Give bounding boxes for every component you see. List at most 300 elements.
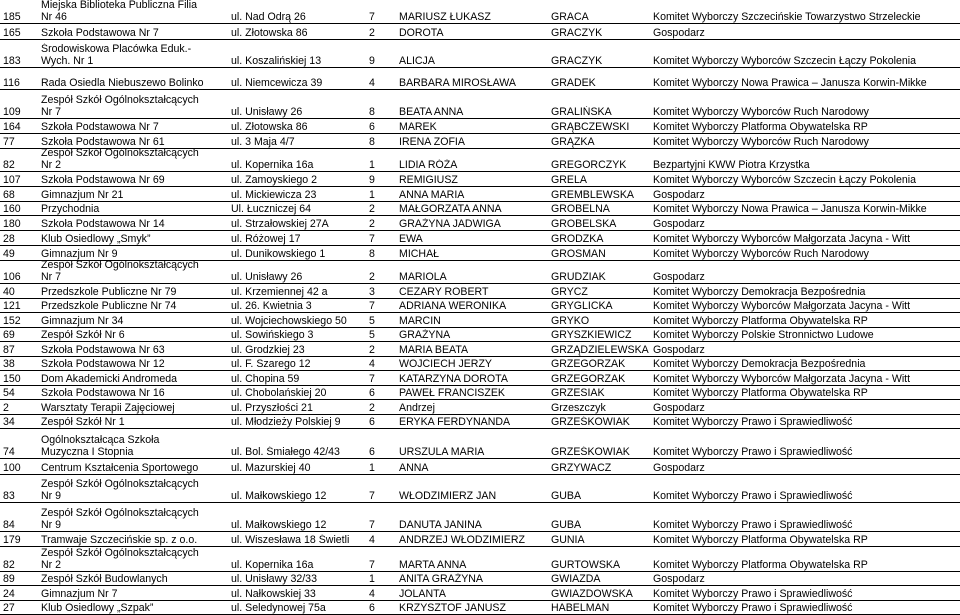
- table-row: [0, 342, 960, 357]
- first-names: MARIUSZ ŁUKASZ: [399, 11, 491, 23]
- polling-place-line: Zespół Szkół Ogólnokształcących: [41, 547, 199, 559]
- table-row: [0, 172, 960, 187]
- district-number: 100: [3, 462, 21, 474]
- district-number: 107: [3, 174, 21, 186]
- surname: GRADEK: [551, 77, 596, 89]
- polling-place-line: Nr 46: [41, 11, 67, 23]
- polling-place: [41, 218, 231, 230]
- address: ul. Kopernika 16a: [231, 559, 314, 571]
- address: ul. Krzemiennej 42 a: [231, 286, 328, 298]
- list-position: 2: [369, 402, 375, 414]
- first-names: PAWEŁ FRANCISZEK: [399, 387, 505, 399]
- first-names: ERYKA FERDYNANDA: [399, 416, 511, 428]
- polling-place-line: Dom Akademicki Andromeda: [41, 373, 178, 385]
- polling-place-line: Zespół Szkół Nr 1: [41, 416, 125, 428]
- district-number: 152: [3, 315, 21, 327]
- first-names: GRAŻYNA JADWIGA: [399, 218, 501, 230]
- list-position: 1: [369, 189, 375, 201]
- first-names: GRAŻYNA: [399, 329, 451, 341]
- election-committee: Komitet Wyborczy Platforma Obywatelska RP: [653, 315, 868, 327]
- district-number: 38: [3, 358, 15, 370]
- list-position: 2: [369, 203, 375, 215]
- table-row: [0, 547, 960, 572]
- polling-place-line: Zespół Szkół Nr 6: [41, 329, 125, 341]
- address: ul. Małkowskiego 12: [231, 519, 327, 531]
- polling-place: [41, 434, 231, 458]
- polling-place: [41, 233, 231, 245]
- polling-place-line: Klub Osiedlowy „Smyk”: [41, 233, 151, 245]
- polling-place-line: Szkoła Podstawowa Nr 14: [41, 218, 165, 230]
- polling-place-line: Zespół Szkół Ogólnokształcących: [41, 478, 199, 490]
- surname: GRZEŚKOWIAK: [551, 416, 630, 428]
- first-names: MARIOLA: [399, 271, 447, 283]
- polling-place: [41, 373, 231, 385]
- list-position: 8: [369, 248, 375, 260]
- polling-place: [41, 94, 231, 118]
- first-names: ANNA: [399, 462, 429, 474]
- surname: GRZEŚKOWIAK: [551, 446, 630, 458]
- first-names: MARTA ANNA: [399, 559, 467, 571]
- table-row: [0, 400, 960, 415]
- polling-place-line: Centrum Kształcenia Sportowego: [41, 462, 199, 474]
- surname: GRĄZKA: [551, 136, 595, 148]
- table-row: [0, 532, 960, 547]
- table-row: [0, 149, 960, 172]
- first-names: IRENA ZOFIA: [399, 136, 465, 148]
- polling-place: [41, 507, 231, 531]
- table-row: [0, 572, 960, 586]
- surname: GROBELSKA: [551, 218, 617, 230]
- table-row: [0, 24, 960, 40]
- address: ul. Złotowska 86: [231, 121, 308, 133]
- polling-place: [41, 189, 231, 201]
- election-committee: Komitet Wyborczy Platforma Obywatelska RP: [653, 559, 868, 571]
- list-position: 1: [369, 573, 375, 585]
- surname: GRODZKA: [551, 233, 604, 245]
- first-names: KRZYSZTOF JANUSZ: [399, 602, 506, 614]
- first-names: ANNA MARIA: [399, 189, 465, 201]
- list-position: 2: [369, 271, 375, 283]
- polling-place: [41, 534, 231, 546]
- address: ul. Małkowskiego 12: [231, 490, 327, 502]
- district-number: 165: [3, 27, 21, 39]
- table-row: [0, 0, 960, 24]
- list-position: 6: [369, 446, 375, 458]
- district-number: 2: [3, 402, 9, 414]
- table-row: [0, 284, 960, 299]
- election-committee: Komitet Wyborczy Prawo i Sprawiedliwość: [653, 602, 853, 614]
- election-committee: Gospodarz: [653, 189, 705, 201]
- first-names: REMIGIUSZ: [399, 174, 458, 186]
- polling-place: [41, 387, 231, 399]
- district-number: 68: [3, 189, 15, 201]
- list-position: 4: [369, 588, 375, 600]
- list-position: 6: [369, 602, 375, 614]
- address: ul. Zamoyskiego 2: [231, 174, 317, 186]
- election-committee: Komitet Wyborczy Wyborców Małgorzata Jacyna - Witt: [653, 233, 911, 245]
- district-number: 109: [3, 106, 21, 118]
- district-number: 164: [3, 121, 21, 133]
- polling-place: [41, 588, 231, 600]
- address: ul. Grodzkiej 23: [231, 344, 305, 356]
- surname: GRACZYK: [551, 27, 603, 39]
- election-committee: Komitet Wyborczy Prawo i Sprawiedliwość: [653, 446, 853, 458]
- election-committee: Gospodarz: [653, 218, 705, 230]
- first-names: BEATA ANNA: [399, 106, 464, 118]
- list-position: 6: [369, 387, 375, 399]
- polling-place: [41, 0, 231, 23]
- address: ul. Złotowska 86: [231, 27, 308, 39]
- polling-place: [41, 402, 231, 414]
- first-names: BARBARA MIROSŁAWA: [399, 77, 516, 89]
- table-row: [0, 202, 960, 216]
- polling-place-line: Przychodnia: [41, 203, 100, 215]
- election-committee: Komitet Wyborczy Polskie Stronnictwo Ludowe: [653, 329, 874, 341]
- election-committee: Gospodarz: [653, 27, 705, 39]
- district-number: 49: [3, 248, 15, 260]
- surname: GUBA: [551, 490, 582, 502]
- surname: GURTOWSKA: [551, 559, 621, 571]
- election-committee: Gospodarz: [653, 402, 705, 414]
- table-row: [0, 357, 960, 371]
- list-position: 7: [369, 373, 375, 385]
- district-number: 183: [3, 55, 21, 67]
- polling-place: [41, 147, 231, 171]
- polling-place-line: Nr 7: [41, 271, 62, 283]
- election-committee: Komitet Wyborczy Szczecińskie Towarzystwo Strzeleckie: [653, 11, 921, 23]
- table-row: [0, 328, 960, 342]
- list-position: 2: [369, 344, 375, 356]
- polling-place-line: Warsztaty Terapii Zajęciowej: [41, 402, 175, 414]
- surname: GRALIŃSKA: [551, 106, 612, 118]
- list-position: 8: [369, 136, 375, 148]
- polling-place-line: Tramwaje Szczecińskie sp. z o.o.: [41, 534, 198, 546]
- polling-place: [41, 344, 231, 356]
- address: ul. Różowej 17: [231, 233, 301, 245]
- first-names: CEZARY ROBERT: [399, 286, 489, 298]
- polling-place-line: Nr 7: [41, 106, 62, 118]
- district-number: 116: [3, 77, 20, 89]
- first-names: WŁODZIMIERZ JAN: [399, 490, 497, 502]
- polling-place: [41, 259, 231, 283]
- list-position: 7: [369, 300, 375, 312]
- list-position: 1: [369, 462, 375, 474]
- polling-place-line: Nr 2: [41, 159, 62, 171]
- table-row: [0, 231, 960, 246]
- first-names: LIDIA RÓŻA: [399, 159, 458, 171]
- list-position: 6: [369, 121, 375, 133]
- surname: GRUDZIAK: [551, 271, 606, 283]
- address: ul. Sowińskiego 3: [231, 329, 314, 341]
- address: ul. Nad Odrą 26: [231, 11, 306, 23]
- election-committee: Komitet Wyborczy Wyborców Szczecin Łączy Pokolenia: [653, 174, 916, 186]
- address: ul. Przyszłości 21: [231, 402, 313, 414]
- address: ul. Strzałowskiej 27A: [231, 218, 329, 230]
- election-committee: Komitet Wyborczy Prawo i Sprawiedliwość: [653, 416, 853, 428]
- surname: GRYGLICKA: [551, 300, 613, 312]
- first-names: DANUTA JANINA: [399, 519, 482, 531]
- address: ul. 3 Maja 4/7: [231, 136, 295, 148]
- first-names: MAŁGORZATA ANNA: [399, 203, 502, 215]
- first-names: MICHAŁ: [399, 248, 440, 260]
- table-row: [0, 459, 960, 475]
- surname: GRZĄDZIELEWSKA: [551, 344, 649, 356]
- surname: HABELMAN: [551, 602, 610, 614]
- first-names: WOJCIECH JERZY: [399, 358, 492, 370]
- table-row: [0, 429, 960, 459]
- address: ul. Wiszesława 18 Świetli: [231, 534, 350, 546]
- election-committee: Gospodarz: [653, 573, 705, 585]
- district-number: 77: [3, 136, 15, 148]
- district-number: 87: [3, 344, 15, 356]
- polling-place: [41, 121, 231, 133]
- table-row: [0, 313, 960, 328]
- election-committee: Bezpartyjni KWW Piotra Krzystka: [653, 159, 810, 171]
- address: ul. Młodzieży Polskiej 9: [231, 416, 341, 428]
- district-number: 27: [3, 602, 15, 614]
- table-row: [0, 68, 960, 90]
- district-number: 74: [3, 446, 15, 458]
- polling-place: [41, 573, 231, 585]
- table-row: [0, 187, 960, 202]
- table-row: [0, 475, 960, 503]
- district-number: 106: [3, 271, 21, 283]
- polling-place: [41, 462, 231, 474]
- polling-place-line: Gimnazjum Nr 34: [41, 315, 124, 327]
- address: ul. Chobolańskiej 20: [231, 387, 327, 399]
- surname: GRZYWACZ: [551, 462, 612, 474]
- election-committee: Komitet Wyborczy Demokracja Bezpośrednia: [653, 358, 866, 370]
- polling-place-line: Klub Osiedlowy „Szpak”: [41, 602, 154, 614]
- first-names: MARIA BEATA: [399, 344, 469, 356]
- polling-place-line: Szkoła Podstawowa Nr 7: [41, 27, 159, 39]
- list-position: 3: [369, 286, 375, 298]
- table-row: [0, 371, 960, 386]
- list-position: 5: [369, 329, 375, 341]
- polling-place: [41, 478, 231, 502]
- list-position: 4: [369, 358, 375, 370]
- list-position: 1: [369, 159, 375, 171]
- address: ul. Bol. Śmiałego 42/43: [231, 446, 340, 458]
- polling-place: [41, 329, 231, 341]
- surname: GRZEGORZAK: [551, 373, 626, 385]
- district-number: 82: [3, 159, 15, 171]
- polling-place-line: Szkoła Podstawowa Nr 16: [41, 387, 165, 399]
- election-committee: Komitet Wyborczy Platforma Obywatelska RP: [653, 387, 868, 399]
- table-row: [0, 90, 960, 119]
- district-number: 150: [3, 373, 21, 385]
- election-committee: Komitet Wyborczy Platforma Obywatelska RP: [653, 534, 868, 546]
- address: ul. Niemcewicza 39: [231, 77, 323, 89]
- address: ul. F. Szarego 12: [231, 358, 311, 370]
- surname: GRELA: [551, 174, 587, 186]
- surname: GRYKO: [551, 315, 590, 327]
- election-committee: Komitet Wyborczy Wyborców Małgorzata Jacyna - Witt: [653, 300, 911, 312]
- table-row: [0, 586, 960, 601]
- first-names: DOROTA: [399, 27, 444, 39]
- polling-place-line: Przedszkole Publiczne Nr 79: [41, 286, 177, 298]
- district-number: 180: [3, 218, 21, 230]
- first-names: MAREK: [399, 121, 437, 133]
- first-names: KATARZYNA DOROTA: [399, 373, 508, 385]
- polling-place-line: Nr 9: [41, 519, 62, 531]
- list-position: 6: [369, 416, 375, 428]
- list-position: 7: [369, 559, 375, 571]
- election-committee: Komitet Wyborczy Demokracja Bezpośrednia: [653, 286, 866, 298]
- election-committee: Komitet Wyborczy Wyborców Małgorzata Jacyna - Witt: [653, 373, 911, 385]
- polling-place: [41, 315, 231, 327]
- district-number: 179: [3, 534, 21, 546]
- polling-place: [41, 174, 231, 186]
- table-row: [0, 415, 960, 429]
- surname: GROSMAN: [551, 248, 606, 260]
- first-names: ANITA GRAŻYNA: [399, 573, 483, 585]
- election-committee: Komitet Wyborczy Nowa Prawica – Janusza Korwin-Mikke: [653, 203, 927, 215]
- list-position: 7: [369, 519, 375, 531]
- polling-place: [41, 286, 231, 298]
- address: ul. Seledynowej 75a: [231, 602, 326, 614]
- list-position: 4: [369, 77, 375, 89]
- district-number: 89: [3, 573, 15, 585]
- surname: GREGORCZYK: [551, 159, 627, 171]
- polling-place-line: Zespół Szkół Ogólnokształcących: [41, 147, 199, 159]
- list-position: 9: [369, 174, 375, 186]
- table-row: [0, 40, 960, 68]
- polling-place: [41, 27, 231, 39]
- election-committee: Komitet Wyborczy Wyborców Szczecin Łączy Pokolenia: [653, 55, 916, 67]
- surname: GRZEGORZAK: [551, 358, 626, 370]
- table-row: [0, 503, 960, 532]
- surname: GRYCZ: [551, 286, 588, 298]
- polling-place-line: Rada Osiedla Niebuszewo Bolinko: [41, 77, 204, 89]
- surname: GWIAZDA: [551, 573, 601, 585]
- election-committee: Komitet Wyborczy Platforma Obywatelska RP: [653, 121, 868, 133]
- table-row: [0, 261, 960, 284]
- district-number: 83: [3, 490, 15, 502]
- list-position: 9: [369, 55, 375, 67]
- table-row: [0, 216, 960, 231]
- first-names: MARCIN: [399, 315, 441, 327]
- polling-place-line: Gimnazjum Nr 9: [41, 248, 118, 260]
- polling-place-line: Środowiskowa Placówka Eduk.-: [41, 43, 192, 55]
- first-names: EWA: [399, 233, 423, 245]
- surname: GRYSZKIEWICZ: [551, 329, 632, 341]
- district-number: 121: [3, 300, 21, 312]
- district-number: 185: [3, 11, 21, 23]
- election-committee: Gospodarz: [653, 462, 705, 474]
- list-position: 8: [369, 106, 375, 118]
- polling-place-line: Nr 9: [41, 490, 62, 502]
- polling-place: [41, 547, 231, 571]
- district-number: 34: [3, 416, 15, 428]
- district-number: 82: [3, 559, 15, 571]
- polling-place-line: Gimnazjum Nr 21: [41, 189, 124, 201]
- list-position: 2: [369, 27, 375, 39]
- election-committee: Komitet Wyborczy Nowa Prawica – Janusza Korwin-Mikke: [653, 77, 927, 89]
- polling-place-line: Szkoła Podstawowa Nr 61: [41, 136, 165, 148]
- polling-place: [41, 77, 231, 89]
- polling-place-line: Przedszkole Publiczne Nr 74: [41, 300, 177, 312]
- district-number: 40: [3, 286, 15, 298]
- polling-place-line: Szkoła Podstawowa Nr 12: [41, 358, 165, 370]
- address: ul. Nałkowskiej 33: [231, 588, 316, 600]
- polling-place-line: Szkoła Podstawowa Nr 7: [41, 121, 159, 133]
- list-position: 4: [369, 534, 375, 546]
- district-number: 28: [3, 233, 15, 245]
- polling-place: [41, 358, 231, 370]
- address: ul. Koszalińskiej 13: [231, 55, 322, 67]
- address: ul. 26. Kwietnia 3: [231, 300, 312, 312]
- polling-place-line: Szkoła Podstawowa Nr 69: [41, 174, 165, 186]
- polling-place-line: Miejska Biblioteka Publiczna Filia: [41, 0, 198, 11]
- election-committee: Komitet Wyborczy Wyborców Ruch Narodowy: [653, 106, 869, 118]
- first-names: Andrzej: [399, 402, 435, 414]
- surname: GUBA: [551, 519, 582, 531]
- surname: GRACZYK: [551, 55, 603, 67]
- list-position: 5: [369, 315, 375, 327]
- address: ul. Unisławy 26: [231, 106, 303, 118]
- polling-place: [41, 203, 231, 215]
- address: ul. Unisławy 32/33: [231, 573, 317, 585]
- surname: Grzeszczyk: [551, 402, 606, 414]
- list-position: 2: [369, 218, 375, 230]
- polling-place-line: Wych. Nr 1: [41, 55, 94, 67]
- address: ul. Mazurskiej 40: [231, 462, 311, 474]
- address: ul. Kopernika 16a: [231, 159, 314, 171]
- election-committee: Komitet Wyborczy Wyborców Ruch Narodowy: [653, 248, 869, 260]
- table-row: [0, 119, 960, 134]
- polling-place-line: Muzyczna I Stopnia: [41, 446, 134, 458]
- polling-place: [41, 602, 231, 614]
- election-committee: Gospodarz: [653, 271, 705, 283]
- address: ul. Unisławy 26: [231, 271, 303, 283]
- election-committee: Gospodarz: [653, 344, 705, 356]
- polling-place-line: Gimnazjum Nr 7: [41, 588, 118, 600]
- surname: GRĄBCZEWSKI: [551, 121, 630, 133]
- address: ul. Mickiewicza 23: [231, 189, 317, 201]
- surname: GROBELNA: [551, 203, 610, 215]
- list-position: 7: [369, 11, 375, 23]
- surname: GRACA: [551, 11, 589, 23]
- address: ul. Dunikowskiego 1: [231, 248, 326, 260]
- polling-place: [41, 43, 231, 67]
- list-position: 7: [369, 233, 375, 245]
- polling-place-line: Szkoła Podstawowa Nr 63: [41, 344, 165, 356]
- polling-place-line: Zespół Szkół Ogólnokształcących: [41, 507, 199, 519]
- surname: GREMBLEWSKA: [551, 189, 635, 201]
- polling-place: [41, 416, 231, 428]
- polling-place-line: Zespół Szkół Ogólnokształcących: [41, 94, 199, 106]
- district-number: 69: [3, 329, 15, 341]
- election-committee: Komitet Wyborczy Wyborców Ruch Narodowy: [653, 136, 869, 148]
- first-names: JOLANTA: [399, 588, 446, 600]
- table-row: [0, 386, 960, 400]
- polling-place-line: Nr 2: [41, 559, 62, 571]
- address: ul. Chopina 59: [231, 373, 300, 385]
- first-names: URSZULA MARIA: [399, 446, 485, 458]
- election-committee: Komitet Wyborczy Prawo i Sprawiedliwość: [653, 519, 853, 531]
- first-names: ANDRZEJ WŁODZIMIERZ: [399, 534, 525, 546]
- surname: GWIAZDOWSKA: [551, 588, 633, 600]
- surname: GRZESIAK: [551, 387, 605, 399]
- first-names: ALICJA: [399, 55, 435, 67]
- list-position: 7: [369, 490, 375, 502]
- polling-place: [41, 300, 231, 312]
- address: Ul. Łuczniczej 64: [231, 203, 312, 215]
- election-committee: Komitet Wyborczy Prawo i Sprawiedliwość: [653, 588, 853, 600]
- table-row: [0, 299, 960, 313]
- polling-place-line: Zespół Szkół Budowlanych: [41, 573, 168, 585]
